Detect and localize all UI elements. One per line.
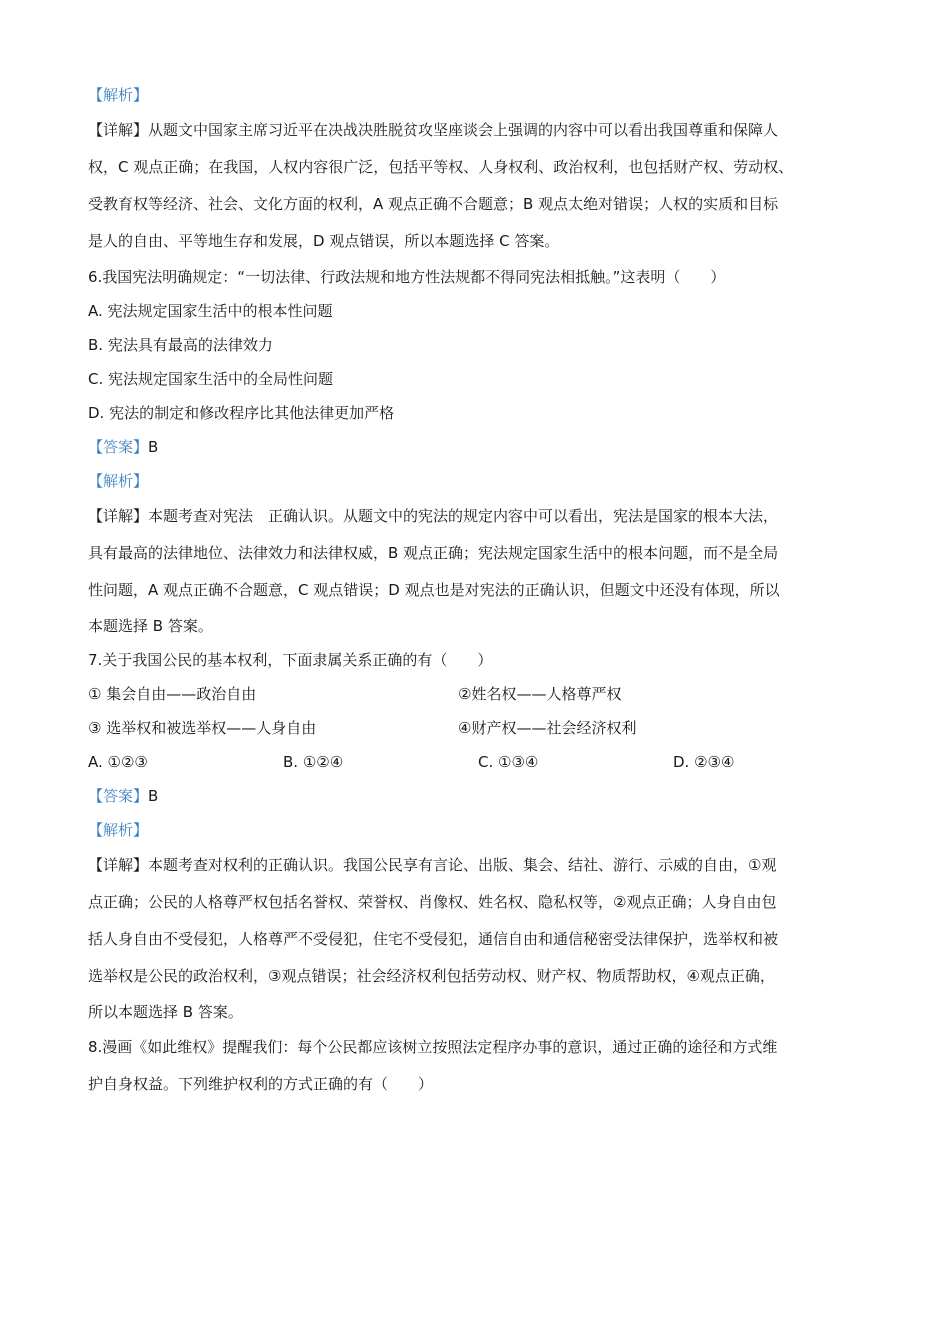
analysis-label xyxy=(88,78,878,112)
q7-item: ②姓名权——人格尊严权 xyxy=(458,685,622,703)
answer-value: B xyxy=(148,438,159,456)
q7-option-d: D. ②③④ xyxy=(673,753,735,771)
detail-line: 选举权是公民的政治权利，③观点错误；社会经济权利包括劳动权、财产权、物质帮助权，④观点正确， xyxy=(88,967,775,985)
detail-line: 【详解】本题考查对权利的正确认识。我国公民享有言论、出版、集会、结社、游行、示威的自由，①观 xyxy=(88,856,777,874)
analysis-tag: 【解析】 xyxy=(88,472,149,490)
q7-item: ① 集会自由——政治自由 xyxy=(88,685,257,703)
answer-tag: 【答案】 xyxy=(88,438,149,456)
detail-line: 性问题，A 观点正确不合题意，C 观点错误；D 观点也是对宪法的正确认识，但题文中还没有体现，所以 xyxy=(88,581,780,599)
q7-item: ④财产权——社会经济权利 xyxy=(458,719,637,737)
answer-value: B xyxy=(148,787,159,805)
detail-line: 括人身自由不受侵犯，人格尊严不受侵犯，住宅不受侵犯，通信自由和通信秘密受法律保护，选举权和被 xyxy=(88,930,779,948)
q6-analysis-label xyxy=(88,464,878,498)
q7-options-row xyxy=(88,745,878,779)
detail-line: 【详解】本题考查对宪法 正确认识。从题文中的宪法的规定内容中可以看出，宪法是国家的根本大法， xyxy=(88,507,779,525)
q6-option-d: D. 宪法的制定和修改程序比其他法律更加严格 xyxy=(88,404,395,422)
detail-line: 【详解】从题文中国家主席习近平在决战决胜脱贫攻坚座谈会上强调的内容中可以看出我国尊重和保障人 xyxy=(88,121,779,139)
q7-items-row-2 xyxy=(88,711,878,745)
q7-option-c: C. ①③④ xyxy=(478,753,539,771)
q6-answer xyxy=(88,430,878,464)
detail-line: 具有最高的法律地位、法律效力和法律权威，B 观点正确；宪法规定国家生活中的根本问题，而不是全局 xyxy=(88,544,779,562)
question-6-stem: 6.我国宪法明确规定：“一切法律、行政法规和地方性法规都不得同宪法相抵触。”这表明（ ） xyxy=(88,268,726,286)
question-7-stem: 7.关于我国公民的基本权利，下面隶属关系正确的有（ ） xyxy=(88,651,493,669)
question-8-stem: 8.漫画《如此维权》提醒我们：每个公民都应该树立按照法定程序办事的意识，通过正确的途径和方式维 xyxy=(88,1038,778,1056)
q6-option-a: A. 宪法规定国家生活中的根本性问题 xyxy=(88,302,333,320)
analysis-tag: 【解析】 xyxy=(88,821,149,839)
detail-line: 受教育权等经济、社会、文化方面的权利，A 观点正确不合题意；B 观点太绝对错误；人权的实质和目标 xyxy=(88,195,779,213)
q6-option-b: B. 宪法具有最高的法律效力 xyxy=(88,336,273,354)
detail-line: 本题选择 B 答案。 xyxy=(88,617,213,635)
q7-items-row-1 xyxy=(88,677,878,711)
q7-item: ③ 选举权和被选举权——人身自由 xyxy=(88,719,317,737)
q7-option-b: B. ①②④ xyxy=(283,753,344,771)
detail-line: 权，C 观点正确；在我国，人权内容很广泛，包括平等权、人身权利、政治权利，也包括财产权、劳动权、 xyxy=(88,158,794,176)
question-8-stem: 护自身权益。下列维护权利的方式正确的有（ ） xyxy=(88,1075,434,1093)
q7-option-a: A. ①②③ xyxy=(88,753,148,771)
answer-tag: 【答案】 xyxy=(88,787,149,805)
detail-line: 点正确；公民的人格尊严权包括名誉权、荣誉权、肖像权、姓名权、隐私权等，②观点正确；人身自由包 xyxy=(88,893,777,911)
detail-line: 是人的自由、平等地生存和发展，D 观点错误，所以本题选择 C 答案。 xyxy=(88,232,560,250)
document-page xyxy=(88,78,878,1103)
q7-answer xyxy=(88,779,878,813)
q6-option-c: C. 宪法规定国家生活中的全局性问题 xyxy=(88,370,334,388)
analysis-tag: 【解析】 xyxy=(88,86,149,104)
detail-line: 所以本题选择 B 答案。 xyxy=(88,1003,243,1021)
q7-analysis-label xyxy=(88,813,878,847)
